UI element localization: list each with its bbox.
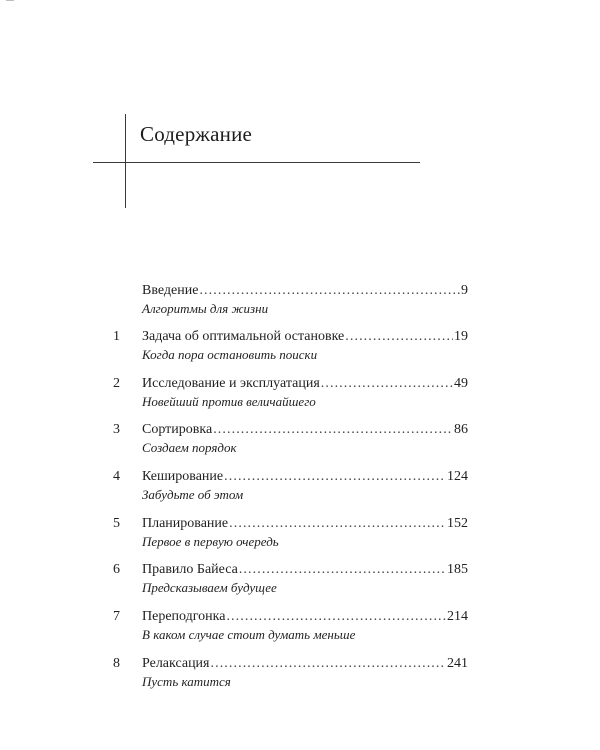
dot-leader: [199, 282, 460, 299]
toc-main-line: [142, 421, 468, 438]
title-vertical-rule: [125, 114, 126, 208]
chapter-subtitle: Создаем порядок: [142, 440, 237, 455]
chapter-number: 4: [113, 469, 120, 484]
dot-leader: [224, 468, 446, 485]
page-number: 241: [447, 656, 468, 671]
toc-main-line: [142, 375, 468, 392]
page-number: 19: [454, 329, 468, 344]
corner-mark: [6, 0, 14, 1]
chapter-subtitle: Новейший против величайшего: [142, 394, 316, 409]
chapter-subtitle: В каком случае стоит думать меньше: [142, 627, 356, 642]
dot-leader: [226, 608, 446, 625]
toc-main-line: [142, 608, 468, 625]
toc-main-line: [142, 655, 468, 672]
toc-main-line: [142, 328, 468, 345]
chapter-title: Кеширование: [142, 469, 224, 484]
chapter-subtitle: Предсказываем будущее: [142, 580, 277, 595]
page-number: 9: [461, 283, 468, 298]
chapter-number: 3: [113, 422, 120, 437]
toc-main-line: [142, 468, 468, 485]
chapter-subtitle: Когда пора остановить поиски: [142, 347, 318, 362]
dot-leader: [213, 421, 453, 438]
chapter-title: Введение: [142, 283, 199, 298]
dot-leader: [229, 515, 446, 532]
dot-leader: [239, 561, 446, 578]
chapter-number: 7: [113, 609, 120, 624]
page-number: 49: [454, 376, 468, 391]
page-number: 152: [447, 516, 468, 531]
chapter-number: 5: [113, 516, 120, 531]
chapter-subtitle: Алгоритмы для жизни: [142, 301, 269, 316]
chapter-number: 1: [113, 329, 120, 344]
dot-leader: [211, 655, 447, 672]
toc-main-line: [142, 561, 468, 578]
chapter-subtitle: Забудьте об этом: [142, 487, 244, 502]
chapter-number: 8: [113, 656, 120, 671]
toc-main-line: [142, 282, 468, 299]
title-horizontal-rule: [93, 162, 420, 163]
chapter-title: Релаксация: [142, 656, 210, 671]
chapter-number: 2: [113, 376, 120, 391]
chapter-title: Планирование: [142, 516, 229, 531]
chapter-title: Правило Байеса: [142, 562, 238, 577]
chapter-title: Задача об оптимальной остановке: [142, 329, 345, 344]
dot-leader: [345, 328, 453, 345]
page-number: 185: [447, 562, 468, 577]
page-title: Содержание: [140, 122, 253, 146]
chapter-title: Сортировка: [142, 422, 213, 437]
dot-leader: [321, 375, 453, 392]
chapter-number: 6: [113, 562, 120, 577]
chapter-subtitle: Первое в первую очередь: [142, 534, 279, 549]
chapter-title: Исследование и эксплуатация: [142, 376, 320, 391]
page-number: 86: [454, 422, 468, 437]
toc-main-line: [142, 515, 468, 532]
page-number: 214: [447, 609, 468, 624]
chapter-title: Переподгонка: [142, 609, 226, 624]
chapter-subtitle: Пусть катится: [142, 674, 231, 689]
page-number: 124: [447, 469, 468, 484]
